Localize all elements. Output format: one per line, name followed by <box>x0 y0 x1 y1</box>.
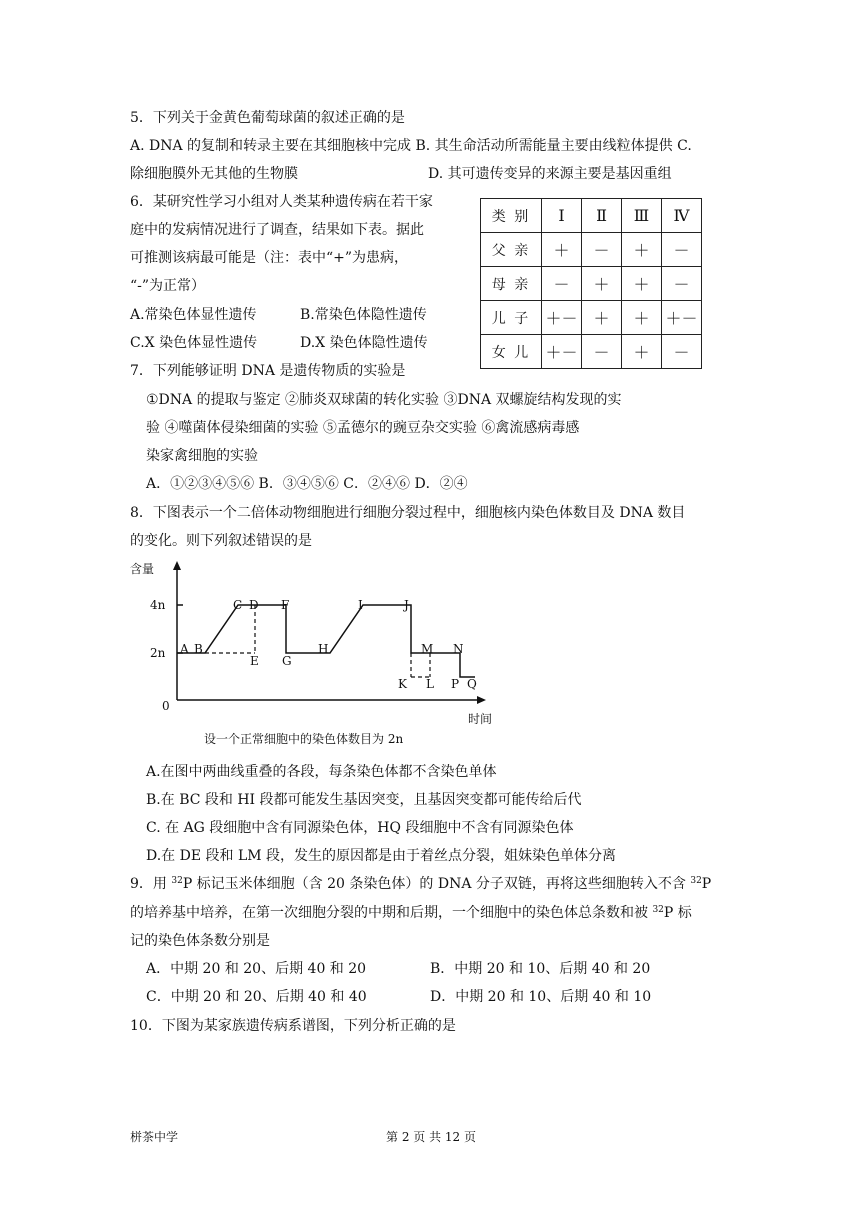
table-cell: 儿 子 <box>481 301 542 335</box>
q7-items-line1: ①DNA 的提取与鉴定 ②肺炎双球菌的转化实验 ③DNA 双螺旋结构发现的实 <box>146 392 622 408</box>
x-axis-arrow <box>477 696 486 704</box>
q6-stem-line1: 6．某研究性学习小组对人类某种遗传病在若干家 <box>130 194 433 210</box>
table-cell: － <box>662 233 702 267</box>
q6-table <box>480 198 702 369</box>
q9-option-a: A．中期 20 和 20、后期 40 和 20 <box>146 961 367 977</box>
table-cell: 类 别 <box>481 199 542 233</box>
q7-items-line2: 验 ④噬菌体侵染细菌的实验 ⑤孟德尔的豌豆杂交实验 ⑥禽流感病毒感 <box>146 420 580 436</box>
point-label-d: D <box>249 598 259 612</box>
table-cell: Ⅱ <box>582 199 622 233</box>
point-label-j: J <box>404 598 409 612</box>
table-cell: ＋ <box>542 233 582 267</box>
q8-chromosome-dna-graph <box>120 555 520 755</box>
point-label-b: B <box>194 642 203 656</box>
q7-stem: 7．下列能够证明 DNA 是遗传物质的实验是 <box>130 363 406 379</box>
q9-text: P 标记玉米体细胞（含 20 条染色体）的 DNA 分子双链，再将这些细胞转入不含 <box>182 876 691 892</box>
table-cell: 母 亲 <box>481 267 542 301</box>
y-tick-0: 0 <box>162 699 170 713</box>
q5-option-d: D. 其可遗传变异的来源主要是基因重组 <box>428 166 672 182</box>
table-cell: ＋－ <box>542 301 582 335</box>
point-label-f: F <box>281 598 290 612</box>
point-label-g: G <box>282 654 292 668</box>
table-cell: － <box>662 335 702 369</box>
q9-stem-line2 <box>130 903 692 923</box>
q9-text: P <box>701 876 712 892</box>
table-row <box>481 267 702 301</box>
point-label-k: K <box>398 677 407 691</box>
table-cell: Ⅲ <box>622 199 662 233</box>
q9-stem-line1 <box>130 874 711 894</box>
point-label-p: P <box>451 677 460 691</box>
dna-curve <box>177 605 475 677</box>
isotope-superscript: 32 <box>171 876 183 886</box>
q9-option-b: B．中期 20 和 10、后期 40 和 20 <box>430 961 651 977</box>
q8-option-c: C. 在 AG 段细胞中含有同源染色体，HQ 段细胞中不含有同源染色体 <box>146 820 574 836</box>
point-label-n: N <box>453 642 464 656</box>
table-cell: ＋ <box>622 301 662 335</box>
q7-options: A．①②③④⑤⑥ B．③④⑤⑥ C．②④⑥ D．②④ <box>146 476 468 492</box>
y-axis-arrow <box>173 561 181 570</box>
point-label-c: C <box>233 598 243 612</box>
q9-stem-line3: 记的染色体条数分别是 <box>130 933 270 949</box>
q5-options-line1: A. DNA 的复制和转录主要在其细胞核中完成 B. 其生命活动所需能量主要由线粒体提供 C. <box>130 138 692 154</box>
point-label-l: L <box>426 677 434 691</box>
q6-stem-line2: 庭中的发病情况进行了调查，结果如下表。据此 <box>130 222 424 238</box>
table-cell: ＋ <box>622 335 662 369</box>
point-label-e: E <box>250 654 259 668</box>
q6-option-d: D.X 染色体隐性遗传 <box>300 335 428 351</box>
q9-text: 9．用 <box>130 876 172 892</box>
table-cell: ＋ <box>622 267 662 301</box>
table-cell: Ⅰ <box>542 199 582 233</box>
table-header-row <box>481 199 702 233</box>
table-cell: 女 儿 <box>481 335 542 369</box>
q7-items-line3: 染家禽细胞的实验 <box>146 448 258 464</box>
footer-school: 栟茶中学 <box>130 1130 179 1144</box>
q9-text: 的培养基中培养，在第一次细胞分裂的中期和后期，一个细胞中的染色体总条数和被 <box>130 905 653 921</box>
table-row <box>481 233 702 267</box>
q9-text: P 标 <box>663 905 692 921</box>
point-label-q: Q <box>467 677 477 691</box>
y-tick-2n: 2n <box>150 646 166 660</box>
table-cell: － <box>662 267 702 301</box>
q8-stem-line2: 的变化。则下列叙述错误的是 <box>130 533 312 549</box>
table-row <box>481 301 702 335</box>
q6-stem-line4: “-”为正常） <box>130 278 206 294</box>
q6-stem-line3: 可推测该病最可能是（注：表中“+”为患病， <box>130 250 409 266</box>
table-cell: Ⅳ <box>662 199 702 233</box>
q10-stem: 10．下图为某家族遗传病系谱图，下列分析正确的是 <box>130 1018 456 1034</box>
table-cell: ＋－ <box>542 335 582 369</box>
point-label-h: H <box>318 642 329 656</box>
isotope-superscript: 32 <box>690 876 702 886</box>
table-cell: ＋－ <box>662 301 702 335</box>
q5-option-c-cont: 除细胞膜外无其他的生物膜 <box>130 166 298 182</box>
q6-option-a: A.常染色体显性遗传 <box>130 307 257 323</box>
table-cell: ＋ <box>582 301 622 335</box>
q6-option-b: B.常染色体隐性遗传 <box>300 307 427 323</box>
x-axis-label: 时间 <box>468 712 493 726</box>
table-cell: － <box>582 233 622 267</box>
chart-caption: 设一个正常细胞中的染色体数目为 2n <box>204 732 404 746</box>
y-tick-4n: 4n <box>150 598 166 612</box>
q8-stem-line1: 8．下图表示一个二倍体动物细胞进行细胞分裂过程中，细胞核内染色体数目及 DNA 数目 <box>130 505 686 521</box>
point-label-a: A <box>180 642 189 656</box>
q8-option-d: D.在 DE 段和 LM 段，发生的原因都是由于着丝点分裂，姐妹染色单体分离 <box>146 848 617 864</box>
point-label-m: M <box>421 642 434 656</box>
isotope-superscript: 32 <box>652 905 664 915</box>
q9-option-c: C．中期 20 和 20、后期 40 和 40 <box>146 989 367 1005</box>
q8-option-b: B.在 BC 段和 HI 段都可能发生基因突变，且基因突变都可能传给后代 <box>146 792 582 808</box>
table-cell: ＋ <box>622 233 662 267</box>
table-cell: 父 亲 <box>481 233 542 267</box>
point-label-i: I <box>358 598 363 612</box>
table-cell: － <box>542 267 582 301</box>
table-cell: ＋ <box>582 267 622 301</box>
footer-page-number: 第 2 页 共 12 页 <box>386 1130 476 1144</box>
q5-stem: 5．下列关于金黄色葡萄球菌的叙述正确的是 <box>130 110 405 126</box>
table-cell: － <box>582 335 622 369</box>
q6-option-c: C.X 染色体显性遗传 <box>130 335 258 351</box>
y-axis-label: 含量 <box>130 562 155 576</box>
q9-option-d: D．中期 20 和 10、后期 40 和 10 <box>430 989 652 1005</box>
table-row <box>481 335 702 369</box>
q8-option-a: A.在图中两曲线重叠的各段，每条染色体都不含染色单体 <box>146 764 497 780</box>
